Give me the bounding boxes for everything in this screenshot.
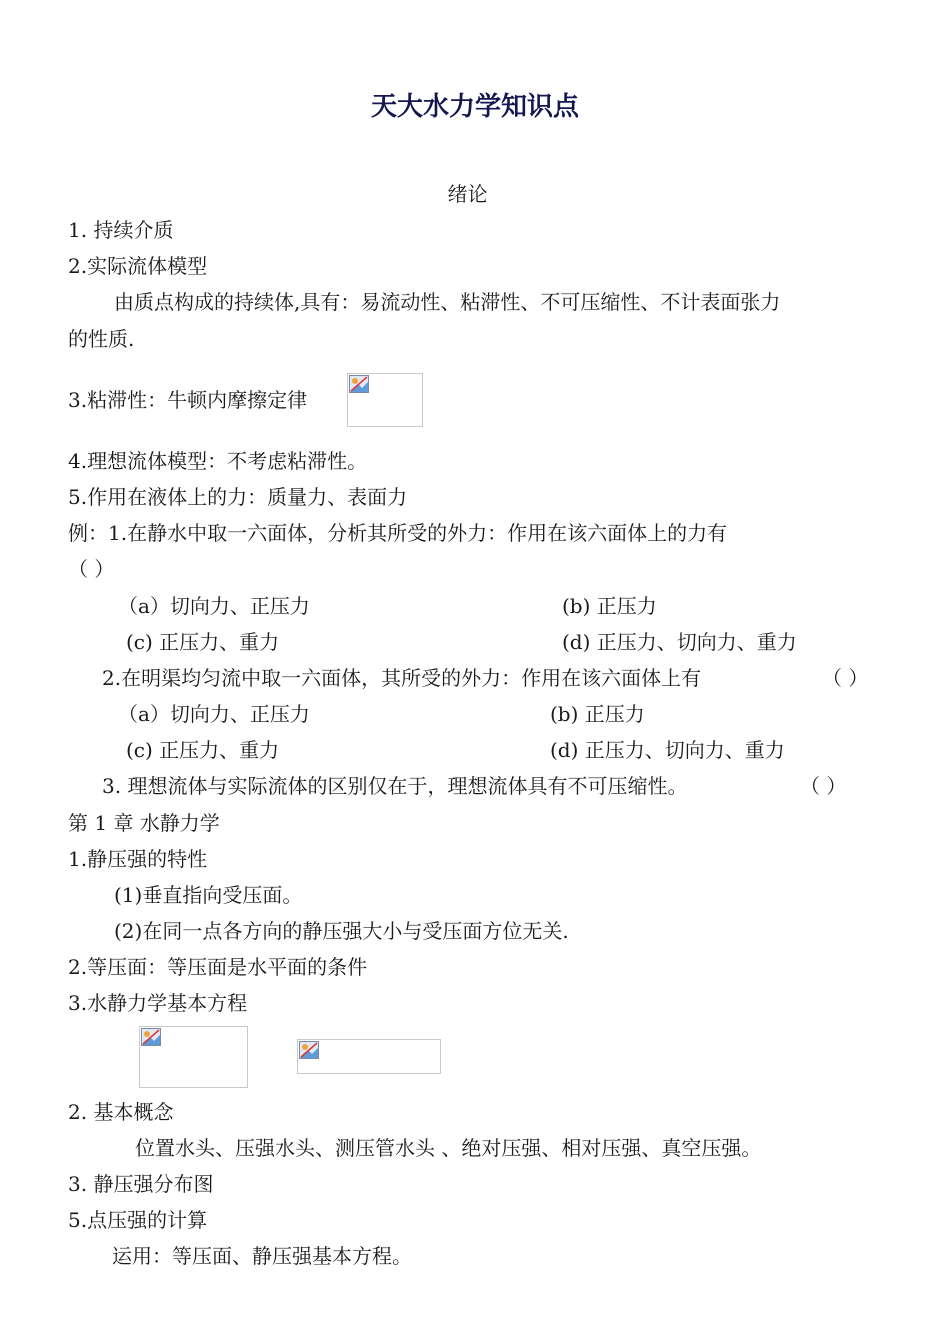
broken-image-icon	[299, 1041, 319, 1059]
example-2-option-d: (d) 正压力、切向力、重力	[550, 738, 785, 762]
item-point-pressure: 5.点压强的计算	[68, 1208, 208, 1232]
item-viscosity: 3.粘滞性：牛顿内摩擦定律	[68, 388, 308, 412]
example-2-option-a: （a）切向力、正压力	[118, 702, 310, 726]
item-real-fluid: 2.实际流体模型	[68, 254, 208, 278]
broken-image-icon	[141, 1028, 161, 1046]
example-2-blank: （ ）	[822, 666, 869, 690]
equation-image-placeholder-1	[139, 1026, 248, 1088]
example-2-option-c: (c) 正压力、重力	[126, 738, 280, 762]
item-basic-equation: 3.水静力学基本方程	[68, 991, 248, 1015]
section-heading-intro: 绪论	[447, 182, 488, 206]
example-3-question: 3. 理想流体与实际流体的区别仅在于，理想流体具有不可压缩性。	[102, 774, 688, 798]
example-3-blank: （ ）	[800, 774, 847, 798]
property-2: (2)在同一点各方向的静压强大小与受压面方位无关.	[114, 919, 569, 943]
item-equipressure-surface: 2.等压面：等压面是水平面的条件	[68, 955, 368, 979]
example-2-question: 2.在明渠均匀流中取一六面体，其所受的外力：作用在该六面体上有	[102, 666, 702, 690]
item-basic-concepts: 2. 基本概念	[68, 1100, 174, 1124]
example-2-option-b: (b) 正压力	[550, 702, 645, 726]
example-1-option-c: (c) 正压力、重力	[126, 630, 280, 654]
paragraph-real-fluid: 由质点构成的持续体,具有：易流动性、粘滞性、不可压缩性、不计表面张力	[114, 290, 781, 314]
item-pressure-distribution: 3. 静压强分布图	[68, 1172, 214, 1196]
item-continuum: 1. 持续介质	[68, 218, 174, 242]
broken-image-icon	[349, 375, 369, 393]
example-1-option-b: (b) 正压力	[562, 594, 657, 618]
example-1-option-d: (d) 正压力、切向力、重力	[562, 630, 797, 654]
item-static-pressure-properties: 1.静压强的特性	[68, 847, 208, 871]
paragraph-real-fluid-cont: 的性质.	[68, 327, 135, 351]
chapter-1-heading: 第 1 章 水静力学	[68, 811, 220, 835]
item-forces: 5.作用在液体上的力：质量力、表面力	[68, 485, 408, 509]
item-ideal-fluid: 4.理想流体模型：不考虑粘滞性。	[68, 449, 368, 473]
paragraph-basic-concepts: 位置水头、压强水头、测压管水头 、绝对压强、相对压强、真空压强。	[135, 1136, 762, 1160]
example-1-option-a: （a）切向力、正压力	[118, 594, 310, 618]
paragraph-point-pressure: 运用：等压面、静压强基本方程。	[112, 1244, 412, 1268]
example-1-question: 例：1.在静水中取一六面体，分析其所受的外力：作用在该六面体上的力有	[68, 521, 728, 545]
formula-image-placeholder	[347, 373, 423, 427]
equation-image-placeholder-2	[297, 1039, 441, 1074]
document-title: 天大水力学知识点	[370, 92, 579, 122]
example-1-blank: （ ）	[68, 557, 115, 581]
property-1: (1)垂直指向受压面。	[114, 883, 303, 907]
